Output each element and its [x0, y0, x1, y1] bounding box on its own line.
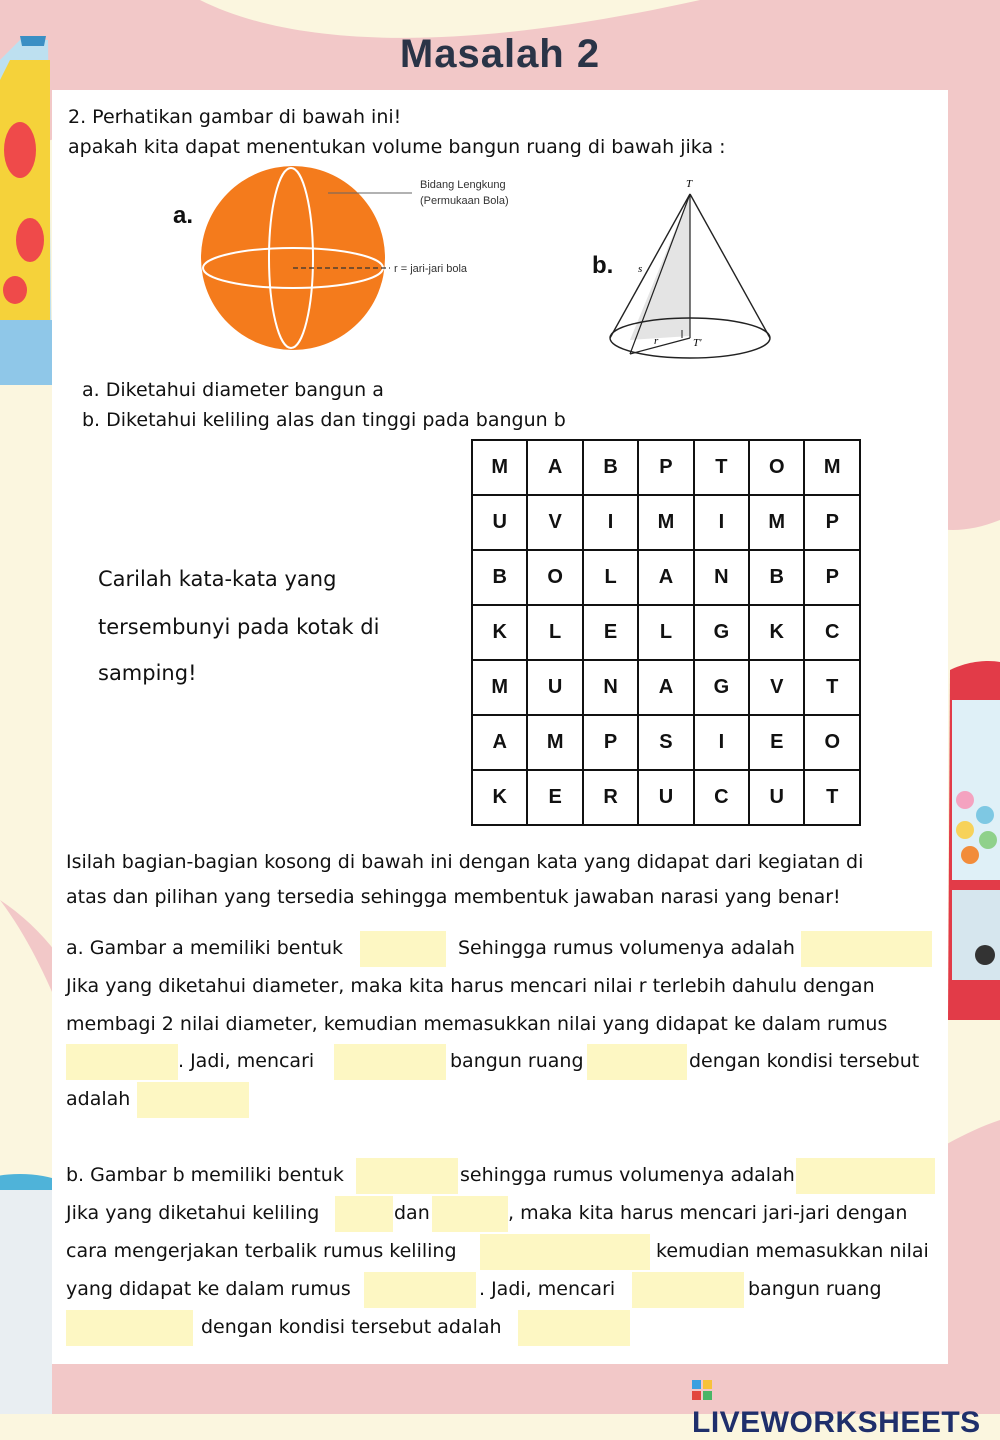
wordsearch-cell[interactable]: R — [583, 770, 638, 825]
part-b-text-7: kemudian memasukkan nilai — [656, 1240, 929, 1262]
wordsearch-cell[interactable]: P — [804, 550, 860, 605]
wordsearch-row — [472, 495, 860, 550]
wordsearch-cell[interactable]: L — [638, 605, 693, 660]
part-b-bangun-blank[interactable] — [66, 1310, 193, 1346]
lava-lamp-illustration — [0, 36, 52, 385]
liveworksheets-logo-icon — [692, 1380, 712, 1400]
liveworksheets-logo — [692, 1372, 1000, 1440]
sphere-callout-text-1: Bidang Lengkung — [420, 179, 506, 191]
wordsearch-cell[interactable]: G — [694, 660, 749, 715]
figure-a-label: a. — [173, 202, 194, 229]
wordsearch-cell[interactable]: B — [472, 550, 527, 605]
fill-instruction-2: atas dan pilihan yang tersedia sehingga membentuk jawaban narasi yang benar! — [66, 886, 841, 908]
part-a-text-8: adalah — [66, 1088, 131, 1110]
cone-center-label: T' — [693, 337, 702, 349]
wordsearch-cell[interactable]: B — [749, 550, 804, 605]
cone-radius — [630, 338, 690, 354]
wordsearch-instruction-3: samping! — [98, 661, 197, 685]
part-b-keliling-blank[interactable] — [335, 1196, 393, 1232]
part-a-answer-blank[interactable] — [137, 1082, 249, 1118]
wordsearch-cell[interactable]: O — [749, 440, 804, 495]
sphere-callout-text-2: (Permukaan Bola) — [420, 195, 509, 207]
wordsearch-cell[interactable]: U — [527, 660, 582, 715]
part-a-text-2: Sehingga rumus volumenya adalah — [458, 937, 795, 959]
wordsearch-cell[interactable]: T — [804, 770, 860, 825]
cone-apex-label: T — [686, 178, 693, 190]
fill-instruction-1: Isilah bagian-bagian kosong di bawah ini dengan kata yang didapat dari kegiatan di — [66, 851, 864, 873]
part-b-text-10: bangun ruang — [748, 1278, 882, 1300]
wordsearch-cell[interactable]: U — [749, 770, 804, 825]
sphere-radius-text: r = jari-jari bola — [394, 263, 468, 275]
sphere-figure — [198, 160, 528, 360]
wordsearch-cell[interactable]: U — [472, 495, 527, 550]
wordsearch-cell[interactable]: C — [804, 605, 860, 660]
wordsearch-cell[interactable]: E — [583, 605, 638, 660]
wordsearch-cell[interactable]: L — [527, 605, 582, 660]
wordsearch-row — [472, 550, 860, 605]
part-b-text-4: dan — [394, 1202, 430, 1224]
wordsearch-cell[interactable]: L — [583, 550, 638, 605]
cone-slant-label: s — [638, 263, 643, 275]
part-a-mencari-blank[interactable] — [334, 1044, 446, 1080]
part-b-text-2: sehingga rumus volumenya adalah — [460, 1164, 795, 1186]
part-b-shape-blank[interactable] — [356, 1158, 458, 1194]
wordsearch-instruction-2: tersembunyi pada kotak di — [98, 615, 380, 639]
part-b-mencari-blank[interactable] — [632, 1272, 744, 1308]
wordsearch-row — [472, 605, 860, 660]
wordsearch-row — [472, 715, 860, 770]
wordsearch-cell[interactable]: T — [694, 440, 749, 495]
wordsearch-cell[interactable]: U — [638, 770, 693, 825]
wordsearch-cell[interactable]: O — [527, 550, 582, 605]
part-b-text-1: b. Gambar b memiliki bentuk — [66, 1164, 344, 1186]
part-b-formula-blank[interactable] — [796, 1158, 935, 1194]
wordsearch-cell[interactable]: C — [694, 770, 749, 825]
wordsearch-cell[interactable]: T — [804, 660, 860, 715]
wordsearch-cell[interactable]: M — [472, 660, 527, 715]
wordsearch-cell[interactable]: I — [583, 495, 638, 550]
wordsearch-cell[interactable]: G — [694, 605, 749, 660]
question-intro: 2. Perhatikan gambar di bawah ini! — [68, 106, 402, 128]
wordsearch-row — [472, 770, 860, 825]
part-b-text-9: . Jadi, mencari — [479, 1278, 616, 1300]
part-b-text-8: yang didapat ke dalam rumus — [66, 1278, 351, 1300]
condition-b: b. Diketahui keliling alas dan tinggi pada bangun b — [82, 409, 566, 431]
part-b-text-5: , maka kita harus mencari jari-jari dengan — [508, 1202, 908, 1224]
wordsearch-cell[interactable]: V — [749, 660, 804, 715]
wordsearch-row — [472, 440, 860, 495]
wordsearch-cell[interactable]: N — [694, 550, 749, 605]
part-b-text-6: cara mengerjakan terbalik rumus keliling — [66, 1240, 457, 1262]
wordsearch-cell[interactable]: M — [804, 440, 860, 495]
wordsearch-cell[interactable]: M — [472, 440, 527, 495]
part-a-formula-blank[interactable] — [801, 931, 932, 967]
wordsearch-cell[interactable]: I — [694, 495, 749, 550]
part-a-text-1: a. Gambar a memiliki bentuk — [66, 937, 343, 959]
part-b-text-11: dengan kondisi tersebut adalah — [201, 1316, 502, 1338]
part-a-text-7: dengan kondisi tersebut — [689, 1050, 920, 1072]
wordsearch-cell[interactable]: O — [804, 715, 860, 770]
wordsearch-instruction-1: Carilah kata-kata yang — [98, 567, 337, 591]
part-a-text-6: bangun ruang — [450, 1050, 584, 1072]
wordsearch-cell[interactable]: A — [638, 660, 693, 715]
condition-a: a. Diketahui diameter bangun a — [82, 379, 384, 401]
cone-figure — [600, 172, 780, 367]
part-a-shape-blank[interactable] — [360, 931, 446, 967]
part-a-bangun-blank[interactable] — [587, 1044, 687, 1080]
part-b-answer-blank[interactable] — [518, 1310, 630, 1346]
wordsearch-cell[interactable]: N — [583, 660, 638, 715]
cone-right-edge — [690, 194, 770, 338]
wordsearch-cell[interactable]: K — [472, 605, 527, 660]
gumball-machine-illustration — [948, 661, 1000, 1020]
wordsearch-grid[interactable] — [471, 439, 861, 826]
part-a-rumus-blank[interactable] — [66, 1044, 178, 1080]
wordsearch-cell[interactable]: B — [583, 440, 638, 495]
part-a-text-4: membagi 2 nilai diameter, kemudian memasukkan nilai yang didapat ke dalam rumus — [66, 1013, 888, 1035]
wordsearch-cell[interactable]: P — [804, 495, 860, 550]
wordsearch-cell[interactable]: E — [749, 715, 804, 770]
wordsearch-cell[interactable]: M — [638, 495, 693, 550]
cone-radius-label: r — [654, 335, 659, 347]
part-a-text-5: . Jadi, mencari — [178, 1050, 315, 1072]
wordsearch-cell[interactable]: A — [527, 440, 582, 495]
wordsearch-cell[interactable]: P — [638, 440, 693, 495]
wordsearch-cell[interactable]: S — [638, 715, 693, 770]
liveworksheets-logo-text: LIVEWORKSHEETS — [692, 1406, 981, 1439]
wordsearch-cell[interactable]: A — [472, 715, 527, 770]
wordsearch-cell[interactable]: K — [472, 770, 527, 825]
question-prompt: apakah kita dapat menentukan volume bangun ruang di bawah jika : — [68, 136, 726, 158]
part-b-dan-blank[interactable] — [432, 1196, 508, 1232]
part-b-text-3: Jika yang diketahui keliling — [66, 1202, 320, 1224]
page-title: Masalah 2 — [399, 32, 601, 76]
wordsearch-cell[interactable]: V — [527, 495, 582, 550]
wordsearch-cell[interactable]: E — [527, 770, 582, 825]
wordsearch-row — [472, 660, 860, 715]
wordsearch-cell[interactable]: A — [638, 550, 693, 605]
figure-b-label: b. — [592, 252, 614, 279]
wordsearch-cell[interactable]: K — [749, 605, 804, 660]
wordsearch-cell[interactable]: M — [527, 715, 582, 770]
sphere-body — [201, 166, 385, 350]
part-a-text-3: Jika yang diketahui diameter, maka kita harus mencari nilai r terlebih dahulu dengan — [66, 975, 875, 997]
wordsearch-cell[interactable]: P — [583, 715, 638, 770]
wordsearch-cell[interactable]: I — [694, 715, 749, 770]
part-b-keliling-formula-blank[interactable] — [480, 1234, 650, 1270]
part-b-rumus-blank[interactable] — [364, 1272, 476, 1308]
wordsearch-cell[interactable]: M — [749, 495, 804, 550]
